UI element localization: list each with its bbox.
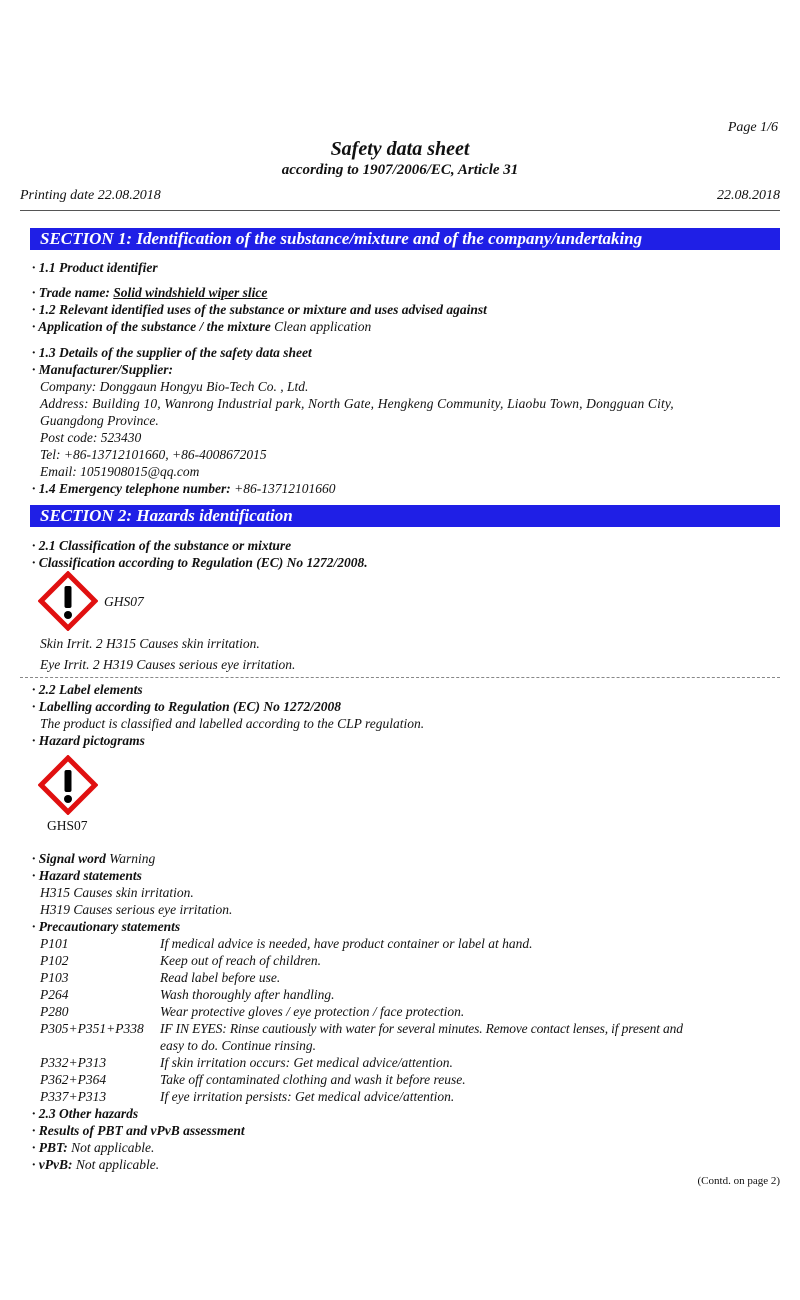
pictogram-code-label: GHS07	[47, 818, 88, 833]
vpvb-label: · vPvB:	[32, 1157, 76, 1172]
manufacturer-label: · Manufacturer/Supplier:	[32, 362, 174, 377]
revision-date: 22.08.2018	[717, 188, 780, 203]
hazard-statement-h315: H315 Causes skin irritation.	[40, 885, 194, 900]
document-title: Safety data sheet	[330, 138, 470, 160]
precautionary-label: · Precautionary statements	[32, 919, 181, 934]
post-code: Post code: 523430	[40, 430, 142, 445]
hazard-statements-label: · Hazard statements	[32, 868, 142, 883]
pbt-value: Not applicable.	[71, 1140, 155, 1155]
dashed-divider	[20, 677, 780, 678]
hazard-statement-h319: H319 Causes serious eye irritation.	[40, 902, 233, 917]
precaution-code: P264	[40, 987, 69, 1002]
precaution-code: P101	[40, 936, 69, 951]
section-1-heading: SECTION 1: Identification of the substance/mixture and of the company/undertaking	[30, 228, 780, 250]
address-line-2: Guangdong Province.	[40, 413, 159, 428]
application-label: · Application of the substance / the mixture	[32, 319, 275, 334]
clp-note: The product is classified and labelled according to the CLP regulation.	[40, 716, 425, 731]
emergency-phone	[32, 481, 335, 497]
signal-word-value: Warning	[109, 851, 156, 866]
signal-word	[32, 851, 155, 867]
precaution-text: If skin irritation occurs: Get medical advice/attention.	[160, 1055, 453, 1070]
continued-note: (Contd. on page 2)	[697, 1175, 780, 1187]
emergency-label: · 1.4 Emergency telephone number:	[32, 481, 235, 496]
emergency-value: +86-13712101660	[234, 481, 336, 496]
precaution-text-continued: easy to do. Continue rinsing.	[160, 1038, 316, 1053]
hazard-class-eye: Eye Irrit. 2 H319 Causes serious eye irritation.	[40, 657, 296, 672]
vpvb-value: Not applicable.	[75, 1157, 160, 1172]
header-divider	[20, 210, 780, 211]
classification-regulation: · Classification according to Regulation (EC) No 1272/2008.	[32, 555, 368, 570]
precaution-text: Wear protective gloves / eye protection / face protection.	[160, 1004, 465, 1019]
application-value: Clean application	[274, 319, 372, 334]
exclamation-mark-diamond-icon	[38, 571, 98, 631]
telephone: Tel: +86-13712101660, +86-4008672015	[40, 447, 267, 462]
precaution-text: Keep out of reach of children.	[160, 953, 321, 968]
precaution-text: Wash thoroughly after handling.	[160, 987, 335, 1002]
address-line-1: Address: Building 10, Wanrong Industrial park, North Gate, Hengkeng Community, Liaobu Town, Dongguan City,	[40, 396, 674, 411]
precaution-text: Read label before use.	[160, 970, 281, 985]
pictograms-label: · Hazard pictograms	[32, 733, 145, 748]
precaution-text: Take off contaminated clothing and wash it before reuse.	[160, 1072, 466, 1087]
exclamation-mark-diamond-icon	[38, 755, 98, 815]
label-elements: · 2.2 Label elements	[32, 682, 143, 697]
pbt-results: · Results of PBT and vPvB assessment	[32, 1123, 245, 1138]
precaution-text: If medical advice is needed, have product container or label at hand.	[160, 936, 533, 951]
classification: · 2.1 Classification of the substance or mixture	[32, 538, 292, 553]
trade-name-value: Solid windshield wiper slice	[113, 285, 268, 300]
email: Email: 1051908015@qq.com	[40, 464, 200, 479]
page-number: Page 1/6	[727, 120, 778, 135]
precaution-text: If eye irritation persists: Get medical advice/attention.	[160, 1089, 455, 1104]
printing-date: Printing date 22.08.2018	[20, 188, 161, 203]
ghs-code-label: GHS07	[104, 594, 144, 609]
labelling-regulation: · Labelling according to Regulation (EC) No 1272/2008	[32, 699, 342, 714]
product-identifier: · 1.1 Product identifier	[32, 260, 158, 275]
pbt	[32, 1140, 154, 1156]
document-subtitle: according to 1907/2006/EC, Article 31	[281, 162, 519, 178]
precaution-code: P305+P351+P338	[40, 1021, 144, 1036]
hazard-class-skin: Skin Irrit. 2 H315 Causes skin irritation.	[40, 636, 260, 651]
trade-name-label: · Trade name:	[32, 285, 114, 300]
signal-word-label: · Signal word	[32, 851, 110, 866]
precaution-text: IF IN EYES: Rinse cautiously with water for several minutes. Remove contact lenses, if present and	[160, 1021, 683, 1036]
pbt-label: · PBT:	[32, 1140, 72, 1155]
application	[32, 319, 371, 335]
other-hazards: · 2.3 Other hazards	[32, 1106, 139, 1121]
vpvb	[32, 1157, 159, 1173]
precaution-code: P332+P313	[40, 1055, 107, 1070]
precaution-code: P280	[40, 1004, 69, 1019]
precaution-code: P362+P364	[40, 1072, 107, 1087]
section-2-heading: SECTION 2: Hazards identification	[30, 505, 780, 527]
relevant-uses: · 1.2 Relevant identified uses of the substance or mixture and uses advised against	[32, 302, 487, 317]
supplier-details: · 1.3 Details of the supplier of the safety data sheet	[32, 345, 312, 360]
precaution-code: P103	[40, 970, 69, 985]
company: Company: Donggaun Hongyu Bio-Tech Co. , Ltd.	[40, 379, 309, 394]
precaution-code: P102	[40, 953, 69, 968]
precaution-code: P337+P313	[40, 1089, 107, 1104]
trade-name	[32, 285, 267, 301]
